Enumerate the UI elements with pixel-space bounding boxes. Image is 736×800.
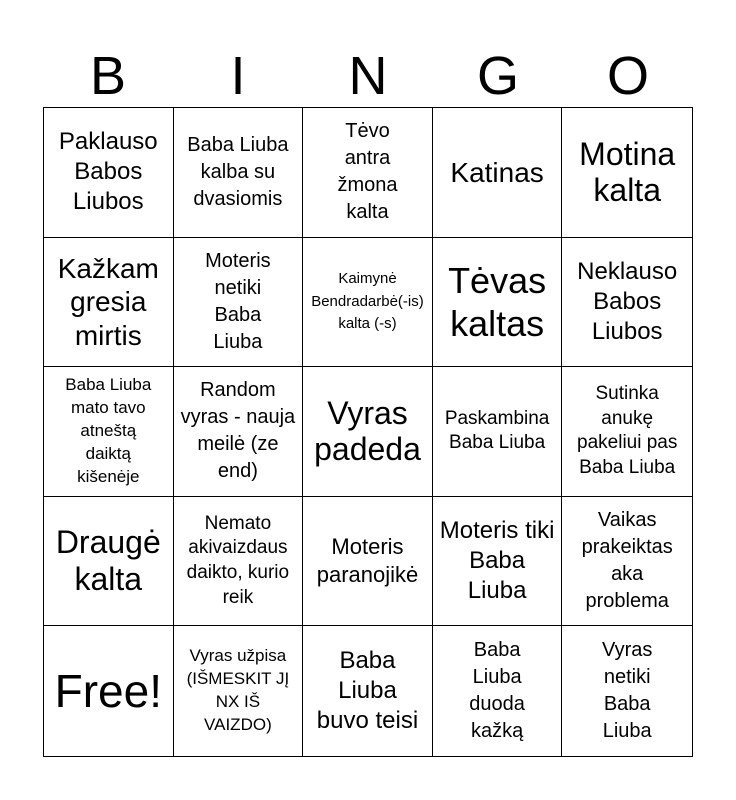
bingo-cell-r2c2[interactable]	[174, 238, 304, 368]
cell-text: Moteris tiki Baba Liuba	[439, 517, 555, 605]
bingo-cell-r4c5[interactable]	[562, 497, 692, 627]
bingo-cell-r2c3[interactable]	[303, 238, 433, 368]
bingo-cell-r4c4[interactable]	[433, 497, 563, 627]
bingo-cell-free[interactable]	[44, 626, 174, 756]
cell-text: Vaikas prakeiktas aka problema	[581, 509, 673, 613]
bingo-cell-r3c4[interactable]	[433, 367, 563, 497]
cell-text: Moteris paranojikė	[316, 533, 419, 588]
bingo-cell-r3c1[interactable]	[44, 367, 174, 497]
header-letter-n: N	[348, 46, 388, 106]
cell-text: Kaimynė Bendradarbė(-is) kalta (-s)	[311, 270, 424, 333]
cell-text: Draugė kalta	[55, 524, 161, 598]
cell-text: Baba Liuba buvo teisi	[316, 647, 419, 735]
bingo-card-grid	[43, 107, 693, 757]
header-letter-b: B	[89, 46, 127, 106]
free-space-label: Free!	[54, 664, 162, 717]
cell-text: Paskambina Baba Liuba	[444, 407, 550, 454]
bingo-cell-r1c2[interactable]	[174, 108, 304, 238]
cell-text: Kažkam gresia mirtis	[57, 252, 159, 351]
cell-text: Vyras užpisa (IŠMESKIT JĮ NX IŠ VAIZDO)	[186, 646, 290, 735]
cell-text: Vyras padeda	[314, 394, 421, 468]
cell-text: Baba Liuba mato tavo atneštą daiktą kišenėje	[65, 375, 152, 486]
header-letter-o: O	[606, 46, 649, 106]
bingo-cell-r1c1[interactable]	[44, 108, 174, 238]
cell-text: Nemato akivaizdaus daikto, kurio reik	[186, 512, 290, 608]
cell-text: Tėvas kaltas	[448, 259, 547, 344]
cell-text: Baba Liuba kalba su dvasiomis	[187, 133, 289, 210]
bingo-cell-r1c5[interactable]	[562, 108, 692, 238]
cell-text: Vyras netiki Baba Liuba	[601, 639, 653, 743]
cell-text: Baba Liuba duoda kažką	[469, 639, 525, 743]
bingo-cell-r3c3[interactable]	[303, 367, 433, 497]
bingo-cell-r4c2[interactable]	[174, 497, 304, 627]
cell-text: Katinas	[450, 156, 544, 188]
cell-text: Tėvo antra žmona kalta	[337, 120, 398, 224]
bingo-cell-r5c2[interactable]	[174, 626, 304, 756]
bingo-cell-r5c4[interactable]	[433, 626, 563, 756]
cell-text: Neklauso Babos Liubos	[577, 257, 678, 345]
bingo-cell-r4c1[interactable]	[44, 497, 174, 627]
bingo-cell-r2c4[interactable]	[433, 238, 563, 368]
cell-text: Moteris netiki Baba Liuba	[205, 249, 271, 353]
header-letter-i: I	[230, 46, 246, 106]
cell-text: Paklauso Babos Liubos	[58, 128, 158, 216]
cell-text: Random vyras - nauja meilė (ze end)	[180, 379, 296, 483]
bingo-cell-r3c2[interactable]	[174, 367, 304, 497]
bingo-cell-r1c3[interactable]	[303, 108, 433, 238]
bingo-header	[43, 46, 693, 106]
bingo-cell-r2c1[interactable]	[44, 238, 174, 368]
bingo-cell-r5c3[interactable]	[303, 626, 433, 756]
bingo-cell-r3c5[interactable]	[562, 367, 692, 497]
bingo-cell-r1c4[interactable]	[433, 108, 563, 238]
cell-text: Sutinka anukę pakeliui pas Baba Liuba	[577, 383, 678, 479]
bingo-cell-r5c5[interactable]	[562, 626, 692, 756]
cell-text: Motina kalta	[579, 135, 676, 209]
bingo-cell-r4c3[interactable]	[303, 497, 433, 627]
bingo-cell-r2c5[interactable]	[562, 238, 692, 368]
header-letter-g: G	[476, 46, 519, 106]
